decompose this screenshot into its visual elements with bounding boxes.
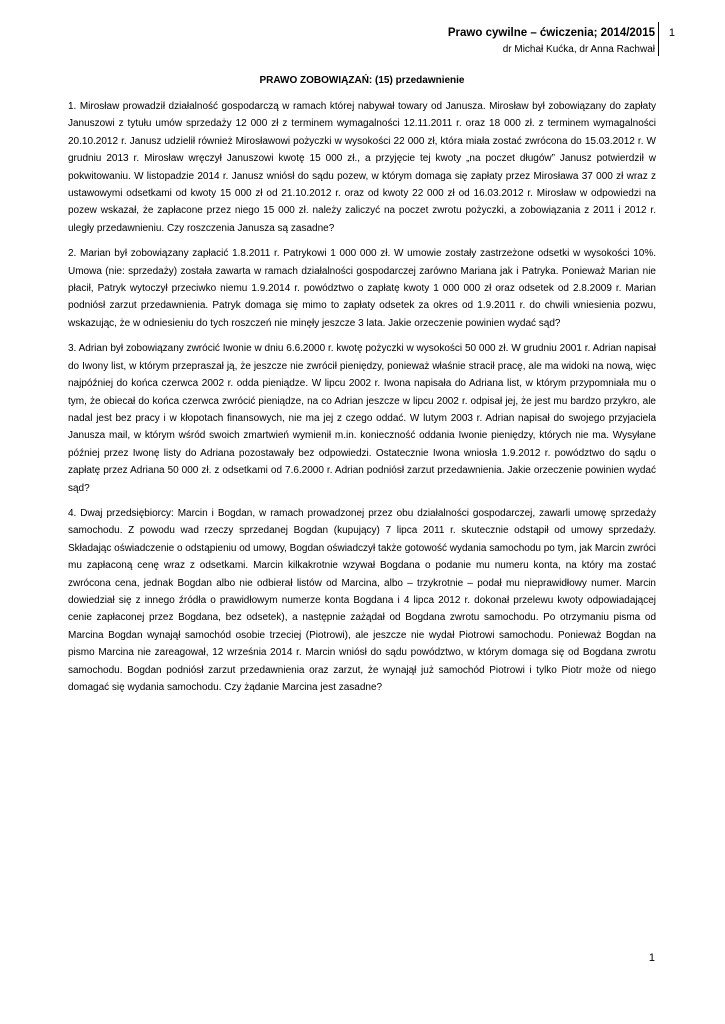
page-header [275,24,675,58]
exercise-paragraph-1: 1. Mirosław prowadził działalność gospodarczą w ramach której nabywał towary od Janusza. Mirosław był zobowiązany do zapłaty Januszowi z tytułu umów sprzedaży 12 000 zł z terminem wymagalności 12.11.2011 r. oraz 18 000 zł. z terminem wymagalności 20.10.2012 r. Janusz udzielił również Mirosławowi pożyczki w wysokości 22 000 zł, która miała zostać zwrócona do 15.03.2012 r. W grudniu 2013 r. Mirosław wręczył Januszowi kwotę 15 000 zł., a przyjęcie tej kwoty „na poczet długów” Janusz potwierdził w pokwitowaniu. W listopadzie 2014 r. Janusz wniósł do sądu pozew, w którym domaga się zapłaty przez Mirosława 37 000 zł wraz z ustawowymi odsetkami od kwoty 15 000 zł od 21.10.2012 r. oraz od kwoty 22 000 zł od 16.03.2012 r. Mirosław w odpowiedzi na pozew wskazał, że zapłacone przez niego 15 000 zł. należy zaliczyć na poczet zwrotu pożyczki, a zobowiązania z 2011 i 2012 r. uległy przedawnieniu. Czy roszczenia Janusza są zasadne? [68,101,656,234]
header-page-number: 1 [668,27,675,39]
exercise-paragraph-4: 4. Dwaj przedsiębiorcy: Marcin i Bogdan, w ramach prowadzonej przez obu działalności gospodarczej, zawarli umowę sprzedaży samochodu. Z powodu wad rzeczy sprzedanej Bogdan (kupujący) 7 lipca 2011 r. skutecznie odstąpił od umowy sprzedaży. Składając oświadczenie o odstąpieniu od umowy, Bogdan oświadczył także gotowość wydania samochodu po tym, jak Marcin zwróci mu zapłaconą cenę wraz z odsetkami. Marcin kilkakrotnie wzywał Bogdana o podanie mu numeru konta, na który ma zostać zwrócona cena, jednak Bogdan albo nie odbierał listów od Marcina, albo – trzykrotnie – podał mu nieprawidłowy numer. Marcin dowiedział się z innego źródła o prawidłowym numerze konta Bogdana i 4 lipca 2012 r. dokonał przelewu kwoty odpowiadającej cenie zapłaconej przez Bogdana, bez odsetek), a następnie zażądał od Bogdana zwrotu samochodu. Po otrzymaniu pisma od Marcina Bogdan wynajął samochód osobie trzeciej (Piotrowi), ale jeszcze nie wydał Piotrowi samochodu. Ponieważ Bogdan na pismo Marcina nie zareagował, 12 września 2014 r. Marcin wniósł do sądu powództwo, w którym domaga się od Bogdana zwrotu samochodu. Bogdan podniósł zarzut przedawnienia oraz zarzut, że wynajął już samochód Piotrowi i tylko Piotr może od niego domagać się wydania samochodu. Czy żądanie Marcina jest zasadne? [68,507,656,693]
footer-page-number: 1 [648,952,655,964]
document-body [68,98,656,704]
exercise-paragraph-3: 3. Adrian był zobowiązany zwrócić Iwonie w dniu 6.6.2000 r. kwotę pożyczki w wysokości 50 000 zł. W grudniu 2001 r. Adrian napisał do Iwony list, w którym przepraszał ją, że jeszcze nie zwrócił pieniędzy, ponieważ właśnie stracił pracę, ale ma widoki na nową, więc najpóźniej do końca czerwca 2002 r. odda pieniądze. W lipcu 2002 r. Iwona napisała do Adriana list, w którym przypomniała mu o tym, że obiecał do końca czerwca zwrócić pieniądze, na co Adrian jeszcze w lipcu 2002 r. odpisał jej, że jest mu bardzo przykro, ale nadal jest bez pracy i w kłopotach finansowych, nie ma jej z czego oddać. W lutym 2003 r. Adrian napisał do swojego przyjaciela Janusza mail, w którym wśród swoich zmartwień wymienił m.in. konieczność oddania Iwonie pieniędzy, których nie ma. Wysyłane później przez Iwonę listy do Adriana pozostawały bez odpowiedzi. Ostatecznie Iwona wniosła 1.9.2012 r. powództwo do sądu o zapłatę przez Adriana 50 000 zł. z odsetkami od 7.6.2000 r. Adrian podniósł zarzut przedawnienia. Jakie orzeczenie powinien wydać sąd? [68,343,656,494]
document-title: PRAWO ZOBOWIĄZAŃ: (15) przedawnienie [259,75,465,86]
header-authors: dr Michał Kućka, dr Anna Rachwał [502,44,655,55]
exercise-paragraph-2: 2. Marian był zobowiązany zapłacić 1.8.2011 r. Patrykowi 1 000 000 zł. W umowie zostały zastrzeżone odsetki w wysokości 10%. Umowa (nie: sprzedaży) została zawarta w ramach działalności gospodarczej zarówno Mariana jak i Patryka. Ponieważ Marian nie płacił, Patryk wytoczył przeciwko niemu 1.9.2014 r. powództwo o zapłatę kwoty 1 000 000 zł oraz odsetek od 2.8.2009 r. Marian podniósł zarzut przedawnienia. Patryk domaga się mimo to zapłaty odsetek za okres od 1.9.2011 r. do chwili wniesienia pozwu, wskazując, że w odniesieniu do tych roszczeń nie minęły jeszcze 3 lata. Jakie orzeczenie powinien wydać sąd? [68,248,656,329]
header-title: Prawo cywilne – ćwiczenia; 2014/2015 [447,27,655,39]
